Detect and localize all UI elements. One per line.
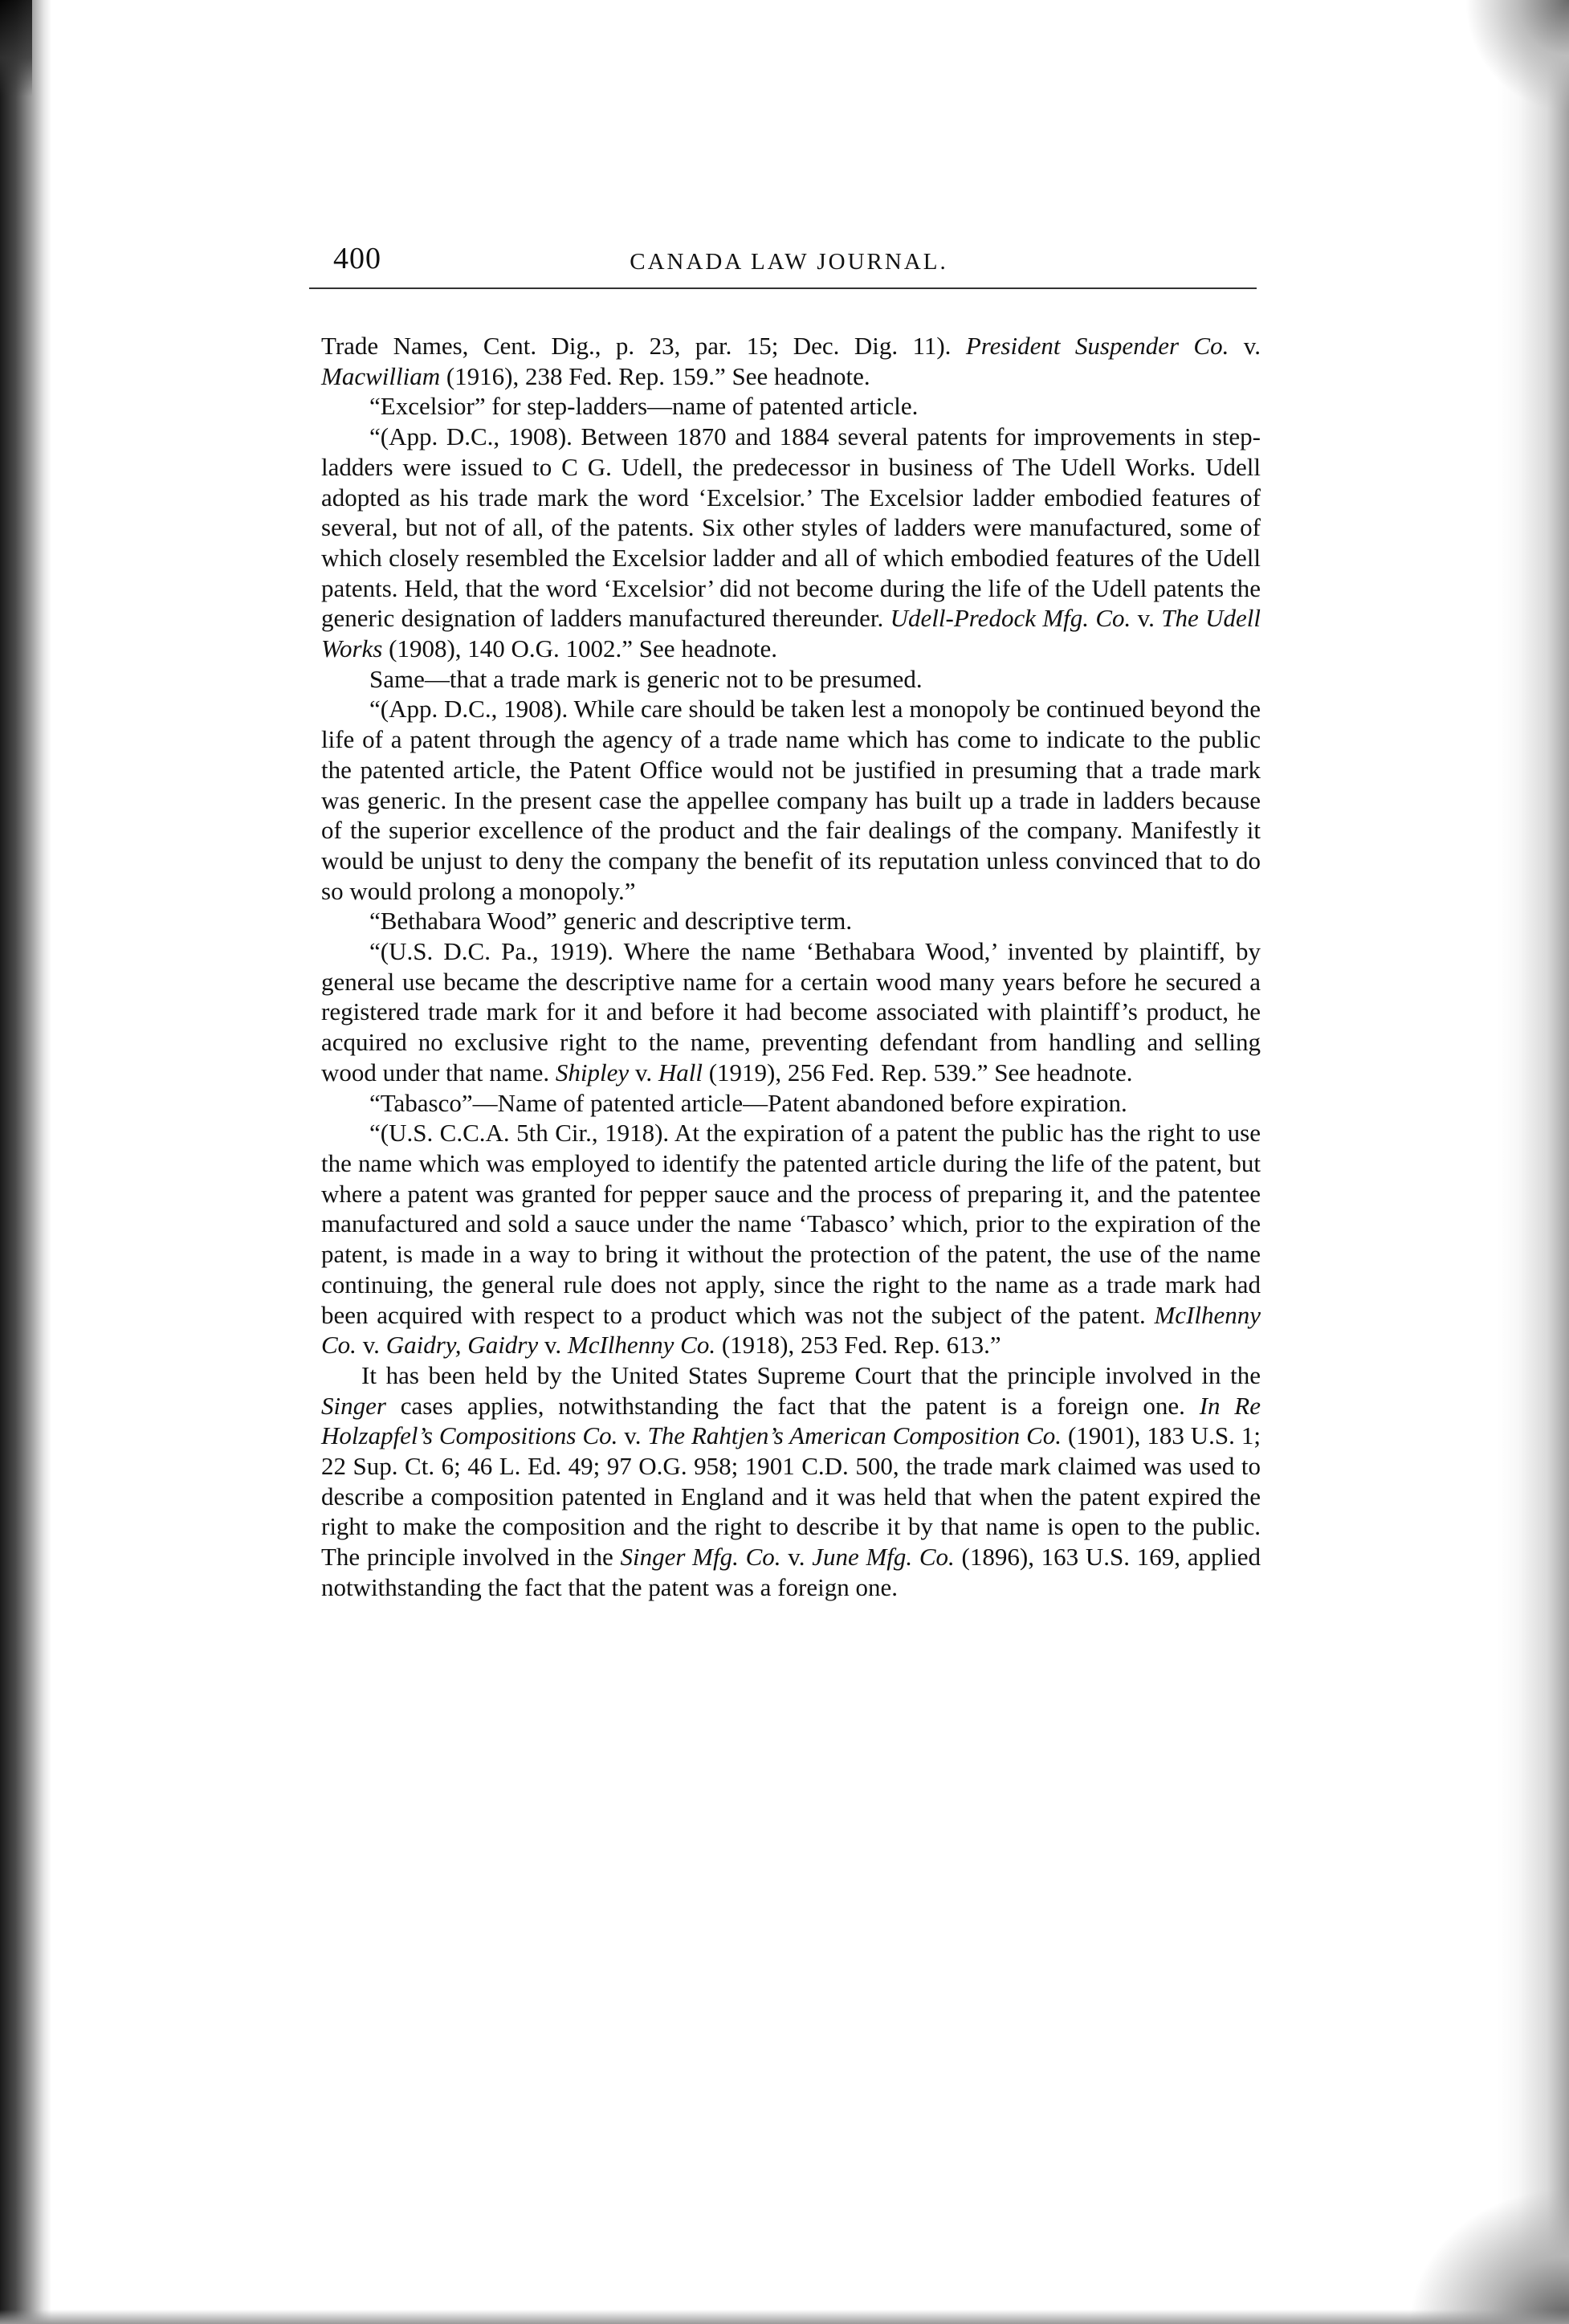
scan-left-edge-shadow [0,0,51,2324]
text-segment: (1918), 253 Fed. Rep. 613.” [715,1331,1001,1360]
paragraph [321,1088,1261,1119]
paragraph [321,331,1261,391]
scan-bottom-edge-shadow [0,2310,1569,2324]
paragraph [321,906,1261,936]
text-segment: (1908), 140 O.G. 1002.” See headnote. [382,634,777,663]
paragraph [321,664,1261,695]
case-citation-italic: Udell-Predock Mfg. Co. [890,604,1131,633]
case-citation-italic: Gaidry, Gaidry [385,1331,539,1360]
paragraph [321,422,1261,664]
text-segment: “Bethabara Wood” generic and descriptive term. [369,907,853,936]
case-citation-italic: Shipley [555,1058,630,1087]
text-segment: cases applies, notwithstanding the fact that the patent is a foreign one. [385,1391,1200,1420]
scan-top-left-shadow [0,0,32,96]
scan-right-edge-shadow [1497,0,1569,2324]
paragraph [321,936,1261,1088]
text-segment: (1901), 183 U.S. 1; 22 Sup. Ct. 6; 46 L. Ed. 49; 97 O.G. 958; 1901 C.D. 500, the trade mark claimed was used to describe a composition patented in England and it was held that when the patent expired the right to make the composition and the right to describe it by that name is open to the public. The principle involved in the [321,1421,1261,1572]
page-number: 400 [333,242,381,275]
text-segment: v. [780,1543,813,1572]
text-segment: Trade Names, Cent. Dig., p. 23, par. 15; Dec. Dig. 11). [321,332,966,360]
text-segment: Same—that a trade mark is generic not to be presumed. [369,664,923,693]
journal-title: CANADA LAW JOURNAL. [630,249,948,275]
case-citation-italic: McIlhenny Co. [321,1300,1261,1360]
paragraph [321,1118,1261,1360]
running-head [309,241,1269,287]
text-segment: “(App. D.C., 1908). Between 1870 and 1884 several patents for improvements in step-ladders were issued to C G. Udell, the predecessor in business of The Udell Works. Udell adopted as his trade mark the word ‘Excelsior.’ The Excelsior ladder embodied features of several, but not of all, of the patents. Six other styles of ladders were manufactured, some of which closely resembled the Excelsior ladder and all of which embodied features of the Udell patents. Held, that the word ‘Excelsior’ did not become during the life of the Udell patents the generic designation of ladders manufactured thereunder. [321,422,1261,633]
text-segment: “(U.S. C.C.A. 5th Cir., 1918). At the expiration of a patent the public has the right to use the name which was employed to identify the patented article during the life of the patent, but where a patent was granted for pepper sauce and the process of preparing it, and the patentee manufactured and sold a sauce under the name ‘Tabasco’ which, prior to the expiration of the patent, is made in a way to bring it without the protection of the patent, the use of the name continuing, the general rule does not apply, since the right to the name as a trade mark had been acquired with respect to a product which was not the subject of the patent. [321,1119,1261,1329]
case-citation-italic: McIlhenny Co. [567,1331,716,1360]
text-segment: v. [629,1058,658,1087]
case-citation-italic: Hall [658,1058,703,1087]
text-segment: It has been held by the United States Supreme Court that the principle involved in the [361,1360,1261,1389]
scan-top-right-noise [1465,0,1569,112]
header-rule [309,287,1257,289]
text-segment: v. [617,1421,648,1450]
text-segment: (1919), 256 Fed. Rep. 539.” See headnote. [702,1058,1133,1087]
paragraph [321,694,1261,906]
case-citation-italic: The Rahtjen’s American Composition Co. [647,1421,1062,1450]
body-text [321,331,1261,1603]
case-citation-italic: June Mfg. Co. [812,1543,955,1572]
text-segment: (1896), 163 U.S. 169, applied notwithstanding the fact that the patent was a foreign one. [321,1543,1261,1601]
paragraph [321,1360,1261,1603]
text-segment: v. [538,1331,568,1360]
text-segment: “(U.S. D.C. Pa., 1919). Where the name ‘Bethabara Wood,’ invented by plaintiff, by general use became the descriptive name for a certain wood many years before he secured a registered trade mark for it and before it had become associated with plaintiff’s product, he acquired no exclusive right to the name, preventing defendant from handling and selling wood under that name. [321,937,1261,1087]
scan-bottom-right-noise [1408,2187,1569,2324]
journal-page [309,241,1269,1603]
text-segment: v. [1229,332,1261,360]
case-citation-italic: In Re Holzapfel’s Compositions Co. [321,1391,1261,1450]
text-segment: “Tabasco”—Name of patented article—Patent abandoned before expiration. [369,1088,1127,1117]
paragraph [321,391,1261,422]
case-citation-italic: Macwilliam [321,361,441,390]
text-segment: (1916), 238 Fed. Rep. 159.” See headnote. [440,361,870,390]
text-segment: v. [356,1331,386,1360]
text-segment: v. [1131,604,1162,633]
case-citation-italic: The Udell Works [321,604,1261,663]
text-segment: “(App. D.C., 1908). While care should be taken lest a monopoly be continued beyond the life of a patent through the agency of a trade name which has come to indicate to the public the patented article, the Patent Office would not be justified in presuming that a trade mark was generic. In the present case the appellee company has built up a trade in ladders because of the superior excellence of the product and the fair dealings of the company. Manifestly it would be unjust to deny the company the benefit of its reputation unless convinced that to do so would prolong a monopoly.” [321,695,1261,905]
text-segment: “Excelsior” for step-ladders—name of patented article. [369,392,919,421]
case-citation-italic: President Suspender Co. [965,332,1229,360]
case-citation-italic: Singer [321,1391,386,1420]
case-citation-italic: Singer Mfg. Co. [620,1543,781,1572]
